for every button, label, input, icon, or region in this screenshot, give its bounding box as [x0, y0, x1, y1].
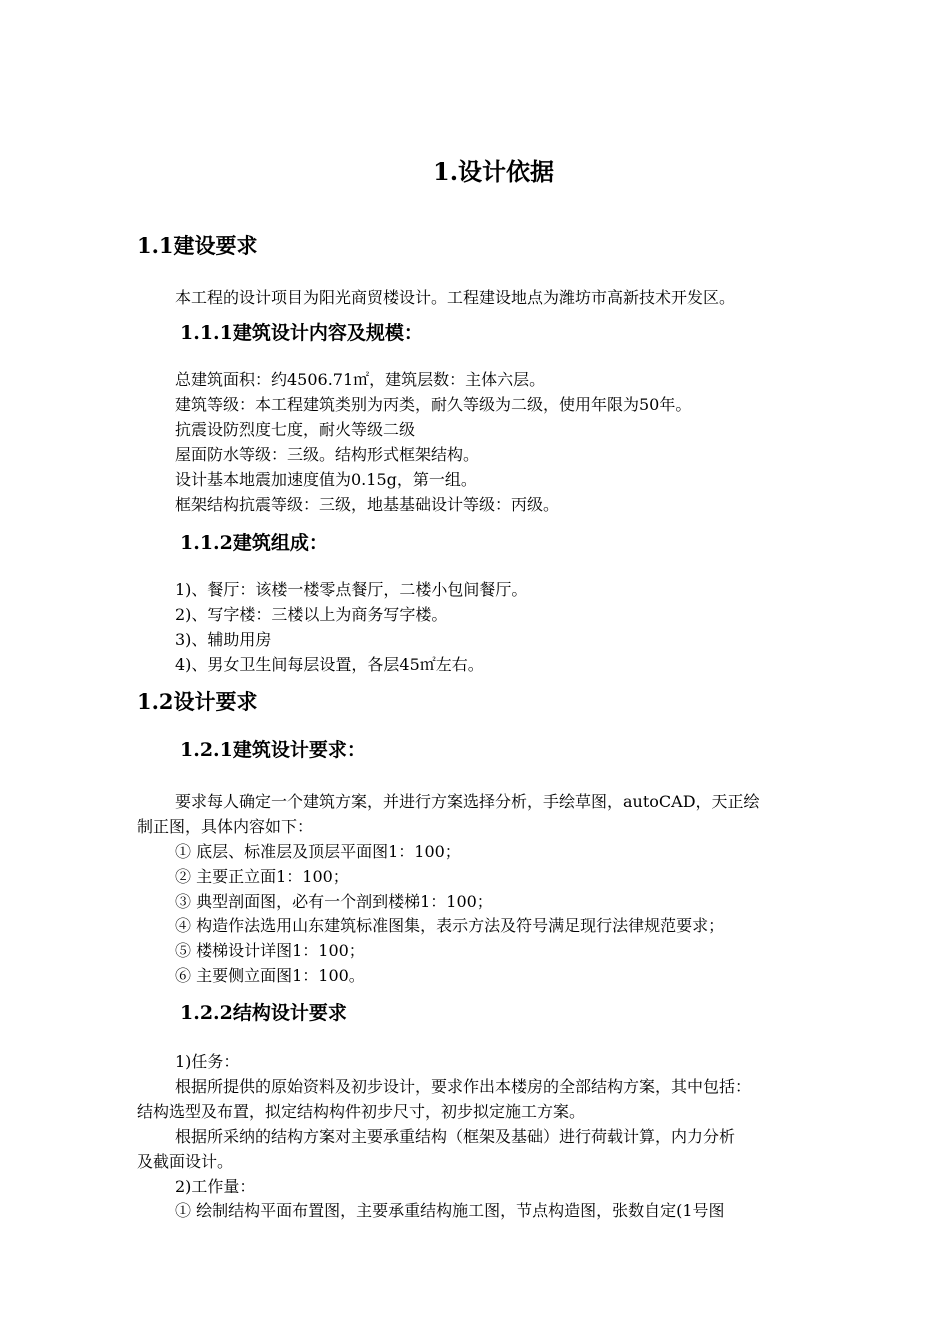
list-item: 4)、男女卫生间每层设置，各层45㎡左右。: [175, 655, 484, 674]
list-item: ① 底层、标准层及顶层平面图1：100；: [175, 842, 461, 861]
page-title: 1.设计依据: [433, 157, 555, 186]
task-label: 1)任务：: [175, 1052, 240, 1071]
list-item: 2)、写字楼：三楼以上为商务写字楼。: [175, 605, 448, 624]
subsection-heading-1-1-2: 1.1.2建筑组成：: [180, 532, 328, 554]
paragraph-line: 制正图，具体内容如下：: [137, 817, 314, 836]
paragraph-line: 根据所采纳的结构方案对主要承重结构（框架及基础）进行荷载计算，内力分析: [175, 1127, 736, 1146]
list-item: 3)、辅助用房: [175, 630, 272, 649]
list-item: ⑤ 楼梯设计详图1：100；: [175, 941, 365, 960]
subsection-heading-1-1-1: 1.1.1建筑设计内容及规模：: [180, 322, 423, 344]
text-line: 建筑等级：本工程建筑类别为丙类，耐久等级为二级，使用年限为50年。: [175, 395, 692, 414]
text-line: 总建筑面积：约4506.71㎡，建筑层数：主体六层。: [175, 370, 546, 389]
paragraph-line: 结构选型及布置，拟定结构构件初步尺寸，初步拟定施工方案。: [137, 1102, 586, 1121]
paragraph-line: 及截面设计。: [137, 1152, 234, 1171]
section-heading-1-2: 1.2设计要求: [137, 689, 258, 714]
text-line: 设计基本地震加速度值为0.15g，第一组。: [175, 470, 477, 489]
subsection-heading-1-2-2: 1.2.2结构设计要求: [180, 1002, 347, 1024]
subsection-heading-1-2-1: 1.2.1建筑设计要求：: [180, 739, 366, 761]
paragraph-intro: 本工程的设计项目为阳光商贸楼设计。工程建设地点为潍坊市高新技术开发区。: [175, 288, 736, 307]
paragraph-line: 根据所提供的原始资料及初步设计，要求作出本楼房的全部结构方案，其中包括：: [175, 1077, 752, 1096]
list-item: ④ 构造作法选用山东建筑标准图集，表示方法及符号满足现行法律规范要求；: [175, 916, 725, 935]
list-item: ③ 典型剖面图，必有一个剖到楼梯1：100；: [175, 892, 493, 911]
list-item: ① 绘制结构平面布置图，主要承重结构施工图，节点构造图，张数自定(1号图: [175, 1201, 725, 1220]
text-line: 抗震设防烈度七度，耐火等级二级: [175, 420, 416, 439]
text-line: 屋面防水等级：三级。结构形式框架结构。: [175, 445, 480, 464]
paragraph-line: 要求每人确定一个建筑方案，并进行方案选择分析，手绘草图，autoCAD，天正绘: [175, 792, 760, 811]
list-item: ⑥ 主要侧立面图1：100。: [175, 966, 365, 985]
text-line: 框架结构抗震等级：三级，地基基础设计等级：丙级。: [175, 495, 560, 514]
list-item: ② 主要正立面1：100；: [175, 867, 349, 886]
list-item: 1)、餐厅：该楼一楼零点餐厅，二楼小包间餐厅。: [175, 580, 528, 599]
section-heading-1-1: 1.1建设要求: [137, 233, 258, 258]
work-label: 2)工作量：: [175, 1177, 256, 1196]
